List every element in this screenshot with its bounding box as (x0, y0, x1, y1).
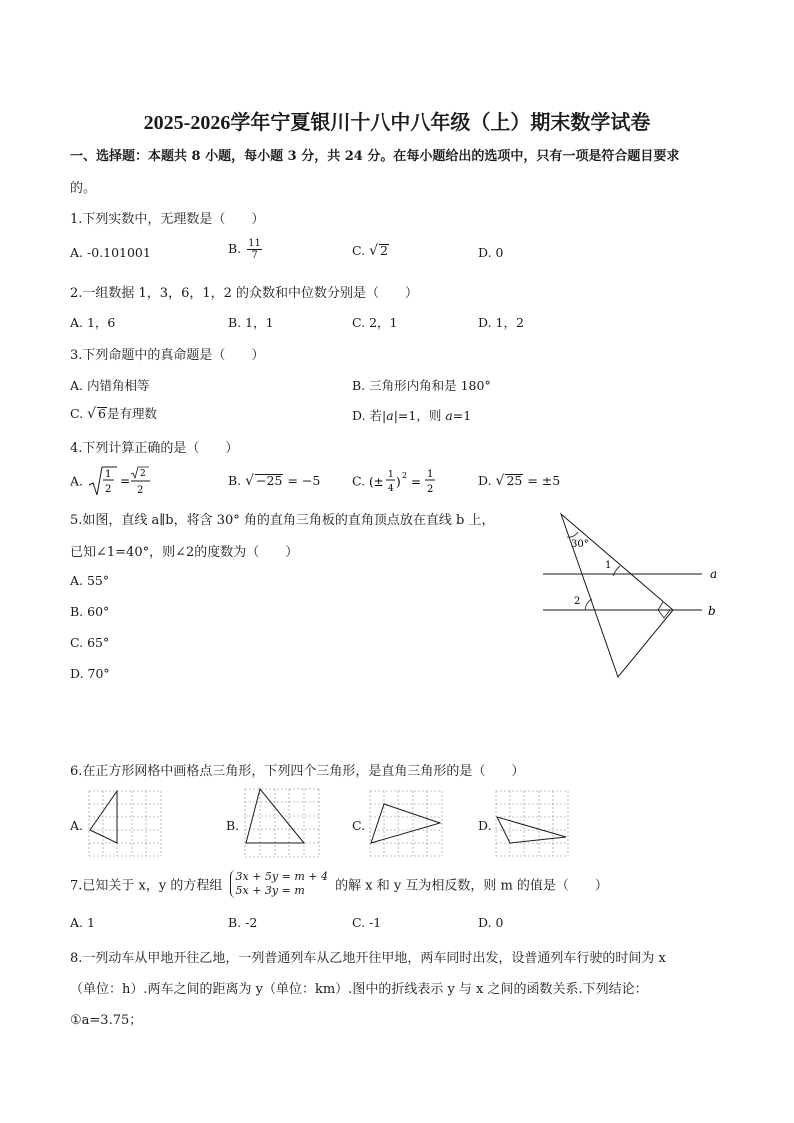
angle-1-label: 1 (605, 560, 612, 571)
svg-text:2: 2 (137, 485, 144, 496)
q2-option-c: C. 2，1 (352, 315, 398, 330)
q1-stem: 1.下列实数中，无理数是（ ） (70, 212, 265, 227)
svg-text:=: = (411, 475, 422, 489)
q2-stem: 2.一组数据 1，3，6，1，2 的众数和中位数分别是（ ） (70, 286, 419, 301)
q7-option-c: C. -1 (352, 915, 382, 930)
q4-option-a (70, 465, 151, 499)
q2-option-d: D. 1，2 (478, 315, 524, 330)
q1-b-den: 7 (251, 250, 258, 261)
q8-stem-line3: ①a=3.75； (70, 1013, 143, 1028)
svg-text:1: 1 (427, 469, 434, 480)
q1-option-c: C. √ 2 (352, 243, 388, 259)
q3-d-var2: a (445, 408, 453, 423)
line-a-label: a (710, 567, 718, 581)
q1-c-label: C. (352, 243, 366, 258)
q5-option-c: C. 65° (70, 635, 110, 650)
q6-option-d: D. (478, 818, 492, 833)
q7-eq2: 5x + 3y = m (235, 884, 305, 897)
svg-text:2: 2 (427, 484, 434, 495)
svg-text:(±: (± (369, 475, 384, 489)
q3-option-c: C. √ 6是有理数 (70, 406, 157, 422)
q4-b-result: = −5 (287, 473, 321, 488)
q4-d-label: D. (478, 473, 492, 488)
q1-option-d: D. 0 (478, 245, 504, 260)
q5-option-b: B. 60° (70, 604, 110, 619)
q3-option-b: B. 三角形内角和是 180° (352, 378, 491, 393)
q4-a-label: A. (70, 473, 84, 489)
q3-c-tail: 是有理数 (106, 406, 157, 421)
angle-2-label: 2 (574, 596, 581, 607)
q7-option-a: A. 1 (70, 915, 95, 930)
q6-option-b: B. (226, 818, 240, 833)
q7-stem (70, 870, 608, 898)
q5-figure (530, 505, 730, 685)
q8-stem-line1: 8.一列动车从甲地开往乙地，一列普通列车从乙地开往甲地，两车同时出发，设普通列车行驶的时间为 x (70, 951, 666, 966)
q4-c-expression (369, 465, 445, 499)
q1-c-radicand: 2 (380, 243, 388, 258)
q8-stem-line2: （单位：h）.两车之间的距离为 y（单位：km）.图中的折线表示 y 与 x 之间的函数关系.下列结论： (70, 982, 648, 997)
q3-c-radicand: 6 (98, 406, 106, 421)
q7-stem-pre: 7.已知关于 x，y 的方程组 (70, 878, 223, 894)
q7-stem-post: 的解 x 和 y 互为相反数，则 m 的值是（ ） (335, 878, 608, 894)
svg-text:2: 2 (140, 469, 146, 479)
q5-stem-line2: 已知∠1=40°，则∠2的度数为（ ） (70, 545, 299, 560)
q3-d-pre: D. 若| (352, 408, 387, 423)
q3-d-end: =1 (452, 408, 472, 423)
q4-d-result: = ±5 (527, 473, 561, 488)
q6-option-c: C. (352, 818, 366, 833)
q7-eq1: 3x + 5y = m + 4 (235, 870, 328, 883)
q6-option-a: A. (70, 818, 84, 833)
q4-option-c (352, 465, 445, 499)
q3-c-label: C. (70, 406, 84, 421)
q7-option-b: B. -2 (228, 915, 258, 930)
q1-b-num: 11 (248, 238, 261, 249)
svg-text:2: 2 (402, 471, 408, 480)
q3-stem: 3.下列命题中的真命题是（ ） (70, 348, 265, 363)
q4-stem: 4.下列计算正确的是（ ） (70, 441, 239, 456)
q1-option-a: A. -0.101001 (70, 245, 151, 260)
svg-text:=: = (120, 474, 131, 488)
q4-b-radicand: −25 (256, 473, 283, 488)
q4-b-label: B. (228, 473, 242, 488)
svg-text:2: 2 (105, 484, 112, 495)
q1-b-fraction (247, 238, 262, 261)
q4-d-radicand: 25 (506, 473, 523, 488)
angle-30-label: 30° (571, 539, 589, 550)
q6-stem: 6.在正方形网格中画格点三角形，下列四个三角形，是直角三角形的是（ ） (70, 764, 525, 779)
q7-equation-system (230, 870, 328, 898)
svg-text:1: 1 (105, 469, 112, 480)
page-title: 2025-2026学年宁夏银川十八中八年级（上）期末数学试卷 (143, 112, 651, 134)
q3-option-a: A. 内错角相等 (70, 378, 150, 393)
q2-option-b: B. 1，1 (228, 315, 274, 330)
q5-option-d: D. 70° (70, 666, 110, 681)
q4-c-label: C. (352, 473, 366, 489)
q6-grid-d (495, 790, 569, 857)
q4-option-b: B. √ −25 = −5 (228, 473, 321, 489)
q6-grid-c (369, 790, 443, 857)
svg-text:): ) (396, 475, 401, 489)
q4-option-d: D. √ 25 = ±5 (478, 473, 561, 489)
line-b-label: b (708, 604, 716, 618)
q7-option-d: D. 0 (478, 915, 504, 930)
q1-option-b (228, 238, 264, 261)
q5-option-a: A. 55° (70, 573, 110, 588)
q4-a-expression (87, 465, 151, 499)
q2-option-a: A. 1，6 (70, 315, 116, 330)
q3-d-var: a (386, 408, 394, 423)
q6-grid-a (88, 790, 162, 857)
q5-stem-line1: 5.如图，直线 a∥b，将含 30° 角的直角三角板的直角顶点放在直线 b 上， (70, 513, 495, 528)
q6-grid-b (244, 788, 320, 858)
svg-text:1: 1 (388, 470, 394, 480)
section-heading-cont: 的。 (70, 181, 97, 196)
svg-text:4: 4 (388, 484, 394, 494)
q1-b-label: B. (228, 241, 242, 256)
q3-option-d (352, 406, 471, 424)
q3-d-mid: |=1，则 (393, 408, 446, 423)
section-heading: 一、选择题：本题共 8 小题，每小题 3 分，共 24 分。在每小题给出的选项中，只有一项是符合题目要求 (70, 149, 680, 164)
